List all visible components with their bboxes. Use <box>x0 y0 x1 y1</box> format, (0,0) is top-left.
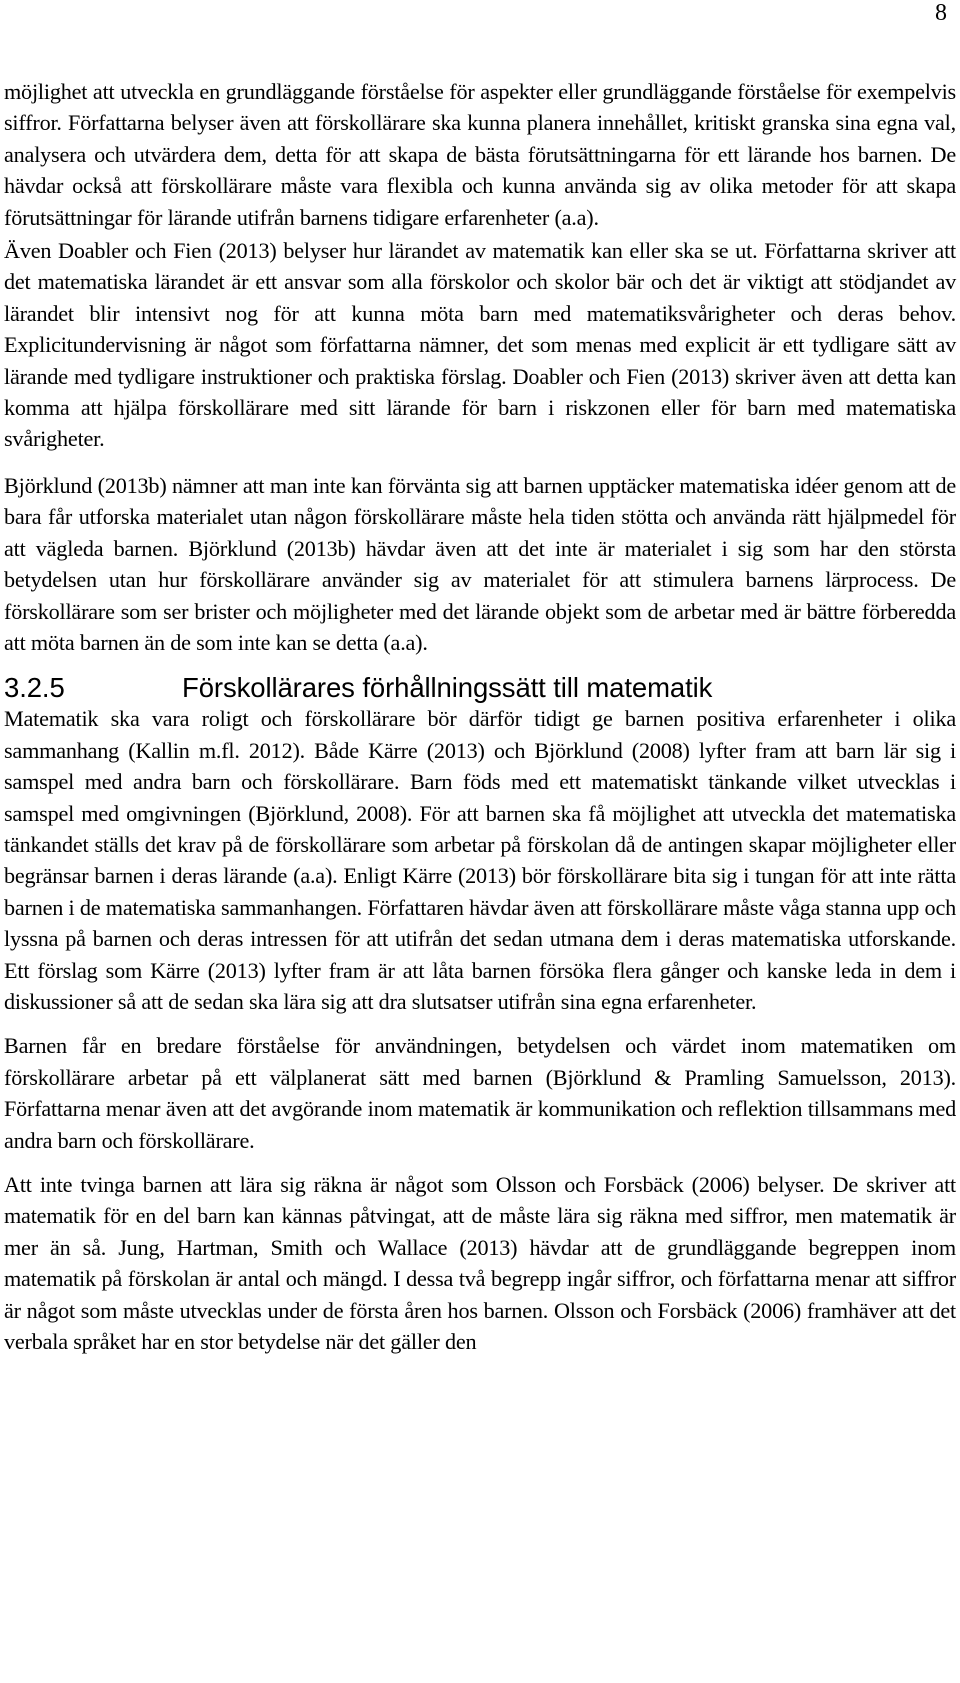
section-paragraph-2: Barnen får en bredare förståelse för användningen, betydelsen och värdet inom matematiken om förskollärare arbetar på ett välplanerat sätt med barnen (Björklund & Pramling Samuelsson, 2013). Författarna menar även att det avgörande inom matematik är kommunikation och reflektion tillsammans med andra barn och förskollärare. <box>4 1033 956 1153</box>
document-body <box>4 76 956 1357</box>
section-paragraph-3: Att inte tvinga barnen att lära sig räkna är något som Olsson och Forsbäck (2006) belyser. De skriver att matematik för en del barn kan kännas påtvingat, att de måste lära sig räkna med siffror, men matematik är mer än så. Jung, Hartman, Smith och Wallace (2013) hävdar att de grundläggande begreppen inom matematik på förskolan är antal och mängd. I dessa två begrepp ingår siffror, och författarna menar att siffror är något som måste utvecklas under de första åren hos barnen. Olsson och Forsbäck (2006) framhäver att det verbala språket har en stor betydelse när det gäller den <box>4 1172 956 1355</box>
paragraph-1: möjlighet att utveckla en grundläggande förståelse för aspekter eller grundläggande förståelse för exempelvis siffror. Författarna belyser även att förskollärare ska kunna planera innehållet, kritiskt granska sina egna val, analysera och utvärdera dem, detta för att skapa de bästa förutsättningarna för ett lärande hos barnen. De hävdar också att förskollärare måste vara flexibla och kunna använda sig av olika metoder för att skapa förutsättningar för lärande utifrån barnens tidigare erfarenheter (a.a). <box>4 79 956 230</box>
section-heading <box>4 671 956 705</box>
section-title: Förskollärares förhållningssätt till matematik <box>182 672 713 704</box>
section-paragraph-1: Matematik ska vara roligt och förskollärare bör därför tidigt ge barnen positiva erfarenheter i olika sammanhang (Kallin m.fl. 2012). Både Kärre (2013) och Björklund (2008) lyfter fram att barn lär sig i samspel med andra barn och förskollärare. Barn föds med ett matematiskt tänkande vilket utvecklas i samspel med omgivningen (Björklund, 2008). För att barnen ska få möjlighet att utveckla det matematiska tänkandet ställs det krav på de förskollärare som arbetar på förskolan då de antingen skapar möjligheter eller begränsar barnen i deras lärande (a.a). Enligt Kärre (2013) bör förskollärare bita sig i tungan för att inte rätta barnen i de matematiska sammanhangen. Författaren hävdar även att förskollärare måste våga stanna upp och lyssna på barnen och deras intressen för att utifrån det sedan utmana dem i deras matematiska utforskande. Ett förslag som Kärre (2013) lyfter fram är att låta barnen försöka flera gånger och kanske leda in dem i diskussioner så att de sedan ska lära sig att dra slutsatser utifrån sina egna erfarenheter. <box>4 706 956 1014</box>
paragraph-3: Björklund (2013b) nämner att man inte kan förvänta sig att barnen upptäcker matematiska idéer genom att de bara får utforska materialet utan någon förskollärare måste hela tiden stötta och använda rätt hjälpmedel för att vägleda barnen. Björklund (2013b) hävdar även att det inte är materialet i sig som har den största betydelsen utan hur förskollärare använder sig av materialet för att stimulera barnens lärprocess. De förskollärare som ser brister och möjligheter med det lärande objekt som de arbetar med är bättre förberedda att möta barnen än de som inte kan se detta (a.a). <box>4 472 956 655</box>
page-number: 8 <box>935 0 947 26</box>
section-number: 3.2.5 <box>4 672 65 704</box>
paragraph-2: Även Doabler och Fien (2013) belyser hur lärandet av matematik kan eller ska se ut. Författarna skriver att det matematiska lärandet är ett ansvar som alla förskolor och skolor bär och det är viktigt att stödjandet av lärandet blir intensivt nog för att kunna möta barn med matematiksvårigheter och deras behov. Explicitundervisning är något som författarna nämner, det som menas med explicit är ett tydligare sätt av lärande med tydligare instruktioner och praktiska förslag. Doabler och Fien (2013) skriver även att detta kan komma att hjälpa förskollärare med sitt lärande för barn i riskzonen eller för barn med matematiska svårigheter. <box>4 238 956 452</box>
